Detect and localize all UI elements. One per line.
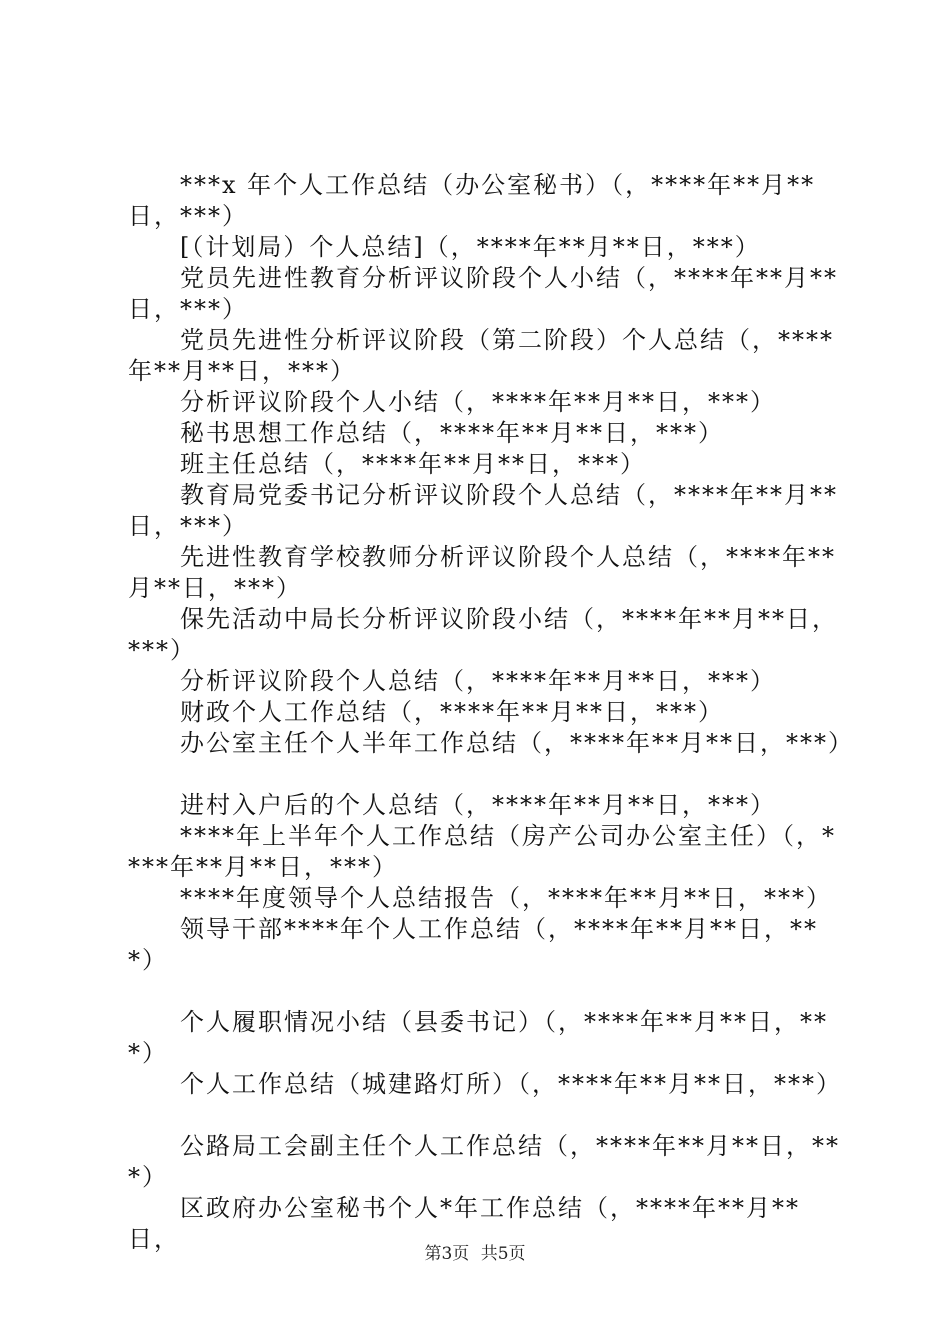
document-body <box>128 170 854 1255</box>
entry-19: 个人工作总结（城建路灯所）（，****年**月**日，***） <box>180 1070 842 1098</box>
entry-11: 分析评议阶段个人总结（，****年**月**日，***） <box>180 667 776 695</box>
entry-16: ****年度领导个人总结报告（，****年**月**日，***） <box>180 884 832 912</box>
entry-7: 班主任总结（，****年**月**日，***） <box>180 450 646 478</box>
page-number: 第3页 <box>424 1244 470 1264</box>
entry-9: 先进性教育学校教师分析评议阶段个人总结（，****年**月**日，***） <box>128 543 836 602</box>
entry-3: 党员先进性教育分析评议阶段个人小结（，****年**月**日，***） <box>128 264 838 323</box>
entry-12: 财政个人工作总结（，****年**月**日，***） <box>180 698 724 726</box>
entry-2: [（计划局）个人总结]（，****年**月**日，***） <box>180 233 761 261</box>
entry-18: 个人履职情况小结（县委书记）（，****年**月**日，***） <box>128 1008 828 1067</box>
entry-1: ***x 年个人工作总结（办公室秘书）（，****年**月**日，***） <box>128 171 816 230</box>
page-total: 共5页 <box>480 1244 526 1264</box>
entry-5: 分析评议阶段个人小结（，****年**月**日，***） <box>180 388 776 416</box>
entry-4: 党员先进性分析评议阶段（第二阶段）个人总结（，****年**月**日，***） <box>128 326 834 385</box>
entry-15: ****年上半年个人工作总结（房产公司办公室主任）（，****年**月**日，***） <box>128 822 836 881</box>
entry-17: 领导干部****年个人工作总结（，****年**月**日，***） <box>128 915 818 974</box>
entry-21: 区政府办公室秘书个人*年工作总结（，****年**月**日， <box>128 1194 800 1253</box>
entry-6: 秘书思想工作总结（，****年**月**日，***） <box>180 419 724 447</box>
page-footer <box>0 1243 950 1265</box>
entry-10: 保先活动中局长分析评议阶段小结（，****年**月**日，***） <box>128 605 838 664</box>
entry-13: 办公室主任个人半年工作总结（，****年**月**日，***） <box>180 729 854 757</box>
entry-8: 教育局党委书记分析评议阶段个人总结（，****年**月**日，***） <box>128 481 838 540</box>
entry-14: 进村入户后的个人总结（，****年**月**日，***） <box>180 791 776 819</box>
entry-20: 公路局工会副主任个人工作总结（，****年**月**日，***） <box>128 1132 840 1191</box>
